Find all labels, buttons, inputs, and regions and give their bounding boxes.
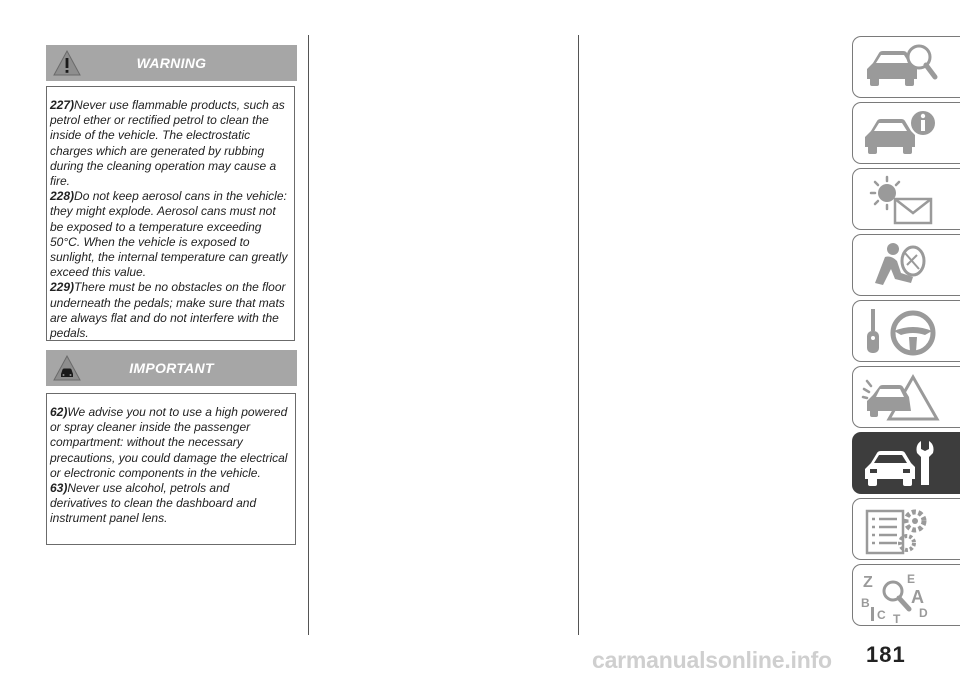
index-letter: T	[893, 612, 901, 623]
tab-dashboard-info[interactable]	[852, 102, 960, 164]
warning-item-227	[50, 98, 288, 189]
index-letter: A	[911, 587, 924, 607]
index-letter: Z	[863, 574, 873, 591]
important-item-63	[50, 481, 289, 527]
tab-in-an-emergency[interactable]	[852, 366, 960, 428]
index-letter: D	[919, 606, 928, 620]
car-info-icon	[861, 107, 941, 161]
tab-index[interactable]	[852, 564, 960, 626]
column-divider-right	[578, 35, 579, 635]
key-steering-wheel-icon	[861, 305, 941, 359]
item-number: 62)	[50, 405, 68, 419]
important-title: IMPORTANT	[129, 360, 214, 376]
tab-starting-driving[interactable]	[852, 300, 960, 362]
index-letter: C	[877, 608, 886, 622]
item-text: There must be no obstacles on the floor underneath the pedals; make sure that mats are always flat and do not interfere with the pedals.	[50, 280, 286, 341]
tab-warning-lights[interactable]	[852, 168, 960, 230]
car-magnifier-icon	[861, 41, 941, 95]
important-item-62	[50, 405, 289, 481]
page-number: 181	[866, 642, 906, 667]
light-envelope-icon	[861, 173, 941, 227]
warning-header	[46, 45, 297, 81]
footer-watermark: carmanualsonline.info	[592, 647, 832, 673]
car-wrench-icon	[861, 437, 941, 491]
index-letter: E	[907, 572, 916, 586]
warning-item-229	[50, 280, 288, 341]
airbag-person-icon	[861, 239, 941, 293]
index-letter: B	[861, 596, 870, 610]
important-header	[46, 350, 297, 386]
list-gears-icon	[861, 503, 941, 557]
item-number: 228)	[50, 189, 75, 204]
item-text: Do not keep aerosol cans in the vehicle: they might explode. Aerosol cans must not be exposed to a temperature exceeding 50°C. When the vehicle is exposed to sunlight, the internal temperature can greatly exceed this value.	[50, 189, 288, 280]
warning-triangle-icon	[52, 49, 82, 77]
item-text: We advise you not to use a high powered or spray cleaner inside the passenger compartment: without the necessary precautions, you could damage the electrical or electronic components in the vehicle.	[50, 405, 288, 480]
item-number: 227)	[50, 98, 75, 112]
tab-technical-specifications[interactable]	[852, 498, 960, 560]
item-number: 63)	[50, 481, 68, 496]
tab-safety[interactable]	[852, 234, 960, 296]
tab-getting-to-know-car[interactable]	[852, 36, 960, 98]
tab-servicing-care[interactable]	[852, 432, 960, 494]
item-text: Never use flammable products, such as petrol ether or rectified petrol to clean the inside of the vehicle. The electrostatic charges which are generated by rubbing during the cleaning operation may cause a fire.	[50, 98, 285, 189]
important-car-triangle-icon	[52, 354, 82, 382]
important-content	[46, 393, 296, 545]
column-divider-left	[308, 35, 309, 635]
warning-content	[46, 86, 295, 341]
alphabet-index-icon	[861, 569, 941, 623]
warning-title: WARNING	[136, 55, 207, 71]
item-number: 229)	[50, 280, 75, 295]
emergency-car-icon	[861, 371, 941, 425]
warning-item-228	[50, 189, 288, 280]
item-text: Never use alcohol, petrols and derivatives to clean the dashboard and instrument panel lens.	[50, 481, 257, 526]
